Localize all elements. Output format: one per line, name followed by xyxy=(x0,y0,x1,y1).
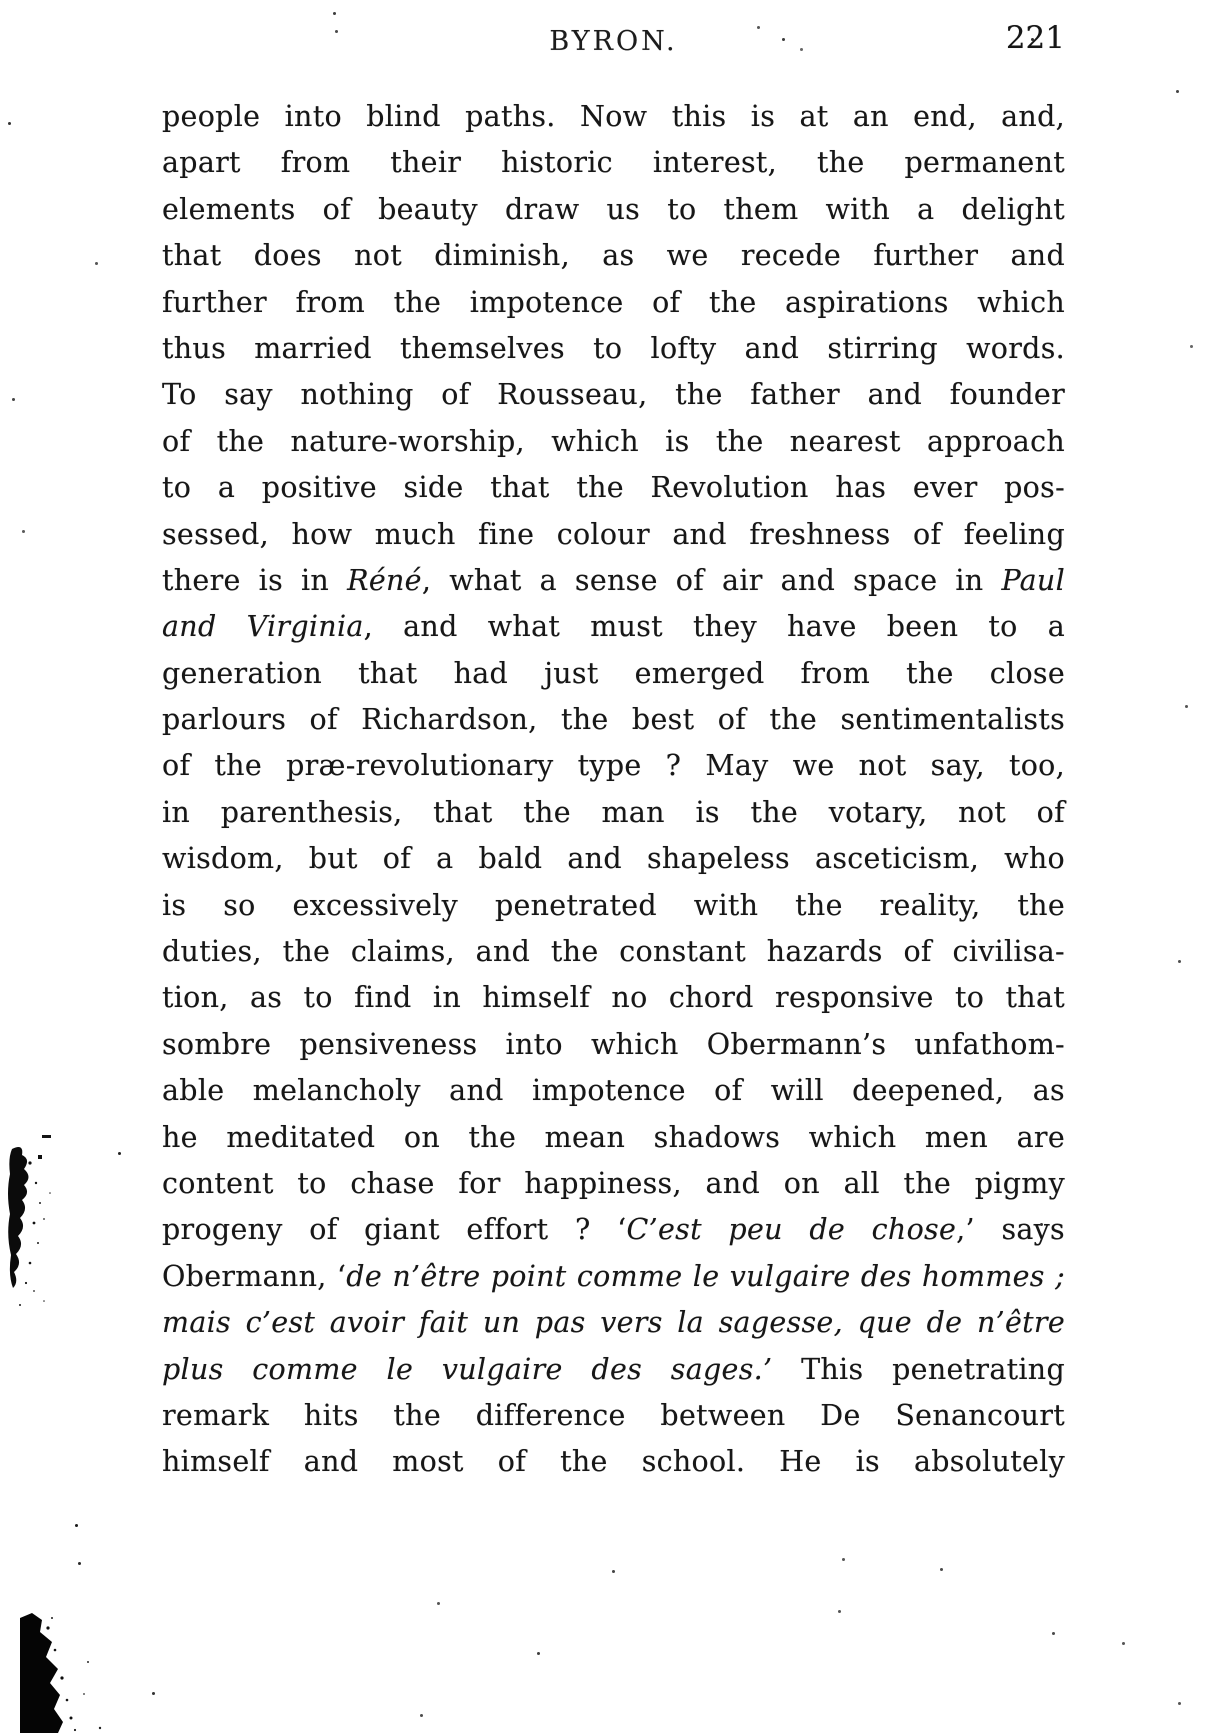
text-line xyxy=(162,372,1065,418)
text-line xyxy=(162,929,1065,975)
ink-blot-artifact xyxy=(0,1600,130,1733)
text-segment: generation that had just emerged from the close xyxy=(162,656,1065,690)
text-line xyxy=(162,1115,1065,1161)
text-segment: able melancholy and impotence of will deepened, as xyxy=(162,1074,1065,1108)
text-line xyxy=(162,1439,1065,1485)
text-segment: of the nature-worship, which is the nearest approach xyxy=(162,424,1065,458)
text-segment: is so excessively penetrated with the reality, the xyxy=(162,888,1065,922)
text-line xyxy=(162,1254,1065,1300)
text-line xyxy=(162,697,1065,743)
text-line xyxy=(162,743,1065,789)
text-segment: he meditated on the mean shadows which men are xyxy=(162,1120,1065,1154)
text-segment: in parenthesis, that the man is the votary, not of xyxy=(162,795,1065,829)
italic-text-segment: Réné xyxy=(347,563,422,597)
text-segment: people into blind paths. Now this is at an end, and, xyxy=(162,100,1065,133)
text-line xyxy=(162,233,1065,279)
text-line xyxy=(162,1022,1065,1068)
text-line xyxy=(162,512,1065,558)
text-segment: progeny of giant effort ? ‘ xyxy=(162,1213,627,1247)
text-segment: , and what must they have been to a xyxy=(363,610,1065,644)
text-segment: remark hits the difference between De Senancourt xyxy=(162,1398,1065,1432)
text-segment: ,’ says xyxy=(956,1213,1065,1247)
text-line xyxy=(162,280,1065,326)
text-line xyxy=(162,836,1065,882)
text-block xyxy=(162,94,1065,1486)
italic-text-segment: Paul xyxy=(1001,563,1065,597)
text-line xyxy=(162,1393,1065,1439)
text-segment: tion, as to find in himself no chord responsive to that xyxy=(162,981,1065,1015)
text-segment: himself and most of the school. He is absolutely xyxy=(162,1445,1065,1479)
text-segment: wisdom, but of a bald and shapeless asceticism, who xyxy=(162,842,1065,876)
scan-speckles xyxy=(0,0,3,3)
text-line xyxy=(162,1347,1065,1393)
text-line xyxy=(162,1207,1065,1253)
text-segment: sombre pensiveness into which Obermann’s unfathom- xyxy=(162,1027,1065,1061)
text-line xyxy=(162,419,1065,465)
text-segment: This penetrating xyxy=(772,1352,1065,1386)
text-line xyxy=(162,187,1065,233)
text-line xyxy=(162,465,1065,511)
text-segment: to a positive side that the Revolution has ever pos- xyxy=(162,471,1065,505)
italic-text-segment: de n’être point comme le vulgaire des hommes ; xyxy=(346,1259,1065,1293)
text-segment: duties, the claims, and the constant hazards of civilisa- xyxy=(162,935,1065,969)
text-line xyxy=(162,326,1065,372)
italic-text-segment: plus comme le vulgaire des sages.’ xyxy=(162,1352,773,1386)
text-segment: thus married themselves to lofty and stirring words. xyxy=(162,331,1065,365)
ink-smudge-artifact xyxy=(0,1133,70,1313)
text-line xyxy=(162,1161,1065,1207)
text-line xyxy=(162,975,1065,1021)
text-line xyxy=(162,558,1065,604)
text-line xyxy=(162,1068,1065,1114)
text-segment: , what a sense of air and space in xyxy=(421,563,1002,597)
text-segment: apart from their historic interest, the permanent xyxy=(162,146,1065,180)
text-segment: that does not diminish, as we recede further and xyxy=(162,239,1065,273)
text-segment: parlours of Richardson, the best of the sentimentalists xyxy=(162,703,1065,737)
text-segment: there is in xyxy=(162,563,348,597)
text-segment: elements of beauty draw us to them with a delight xyxy=(162,192,1065,226)
text-segment: further from the impotence of the aspirations which xyxy=(162,285,1065,319)
text-segment: content to chase for happiness, and on all the pigmy xyxy=(162,1166,1065,1200)
running-title: BYRON. xyxy=(549,26,678,57)
text-line xyxy=(162,1300,1065,1346)
text-segment: sessed, how much fine colour and freshness of feeling xyxy=(162,517,1065,551)
text-line xyxy=(162,604,1065,650)
page-number: 221 xyxy=(1005,20,1065,56)
text-line xyxy=(162,94,1065,140)
italic-text-segment: mais c’est avoir fait un pas vers la sagesse, que de n’être xyxy=(162,1306,1065,1340)
text-line xyxy=(162,883,1065,929)
text-line xyxy=(162,651,1065,697)
text-segment: of the præ-revolutionary type ? May we not say, too, xyxy=(162,749,1065,783)
text-line xyxy=(162,140,1065,186)
italic-text-segment: C’est peu de chose xyxy=(626,1213,957,1247)
text-line xyxy=(162,790,1065,836)
italic-text-segment: and Virginia xyxy=(162,610,364,644)
text-segment: To say nothing of Rousseau, the father and founder xyxy=(162,378,1065,412)
text-segment: Obermann, ‘ xyxy=(162,1259,347,1293)
